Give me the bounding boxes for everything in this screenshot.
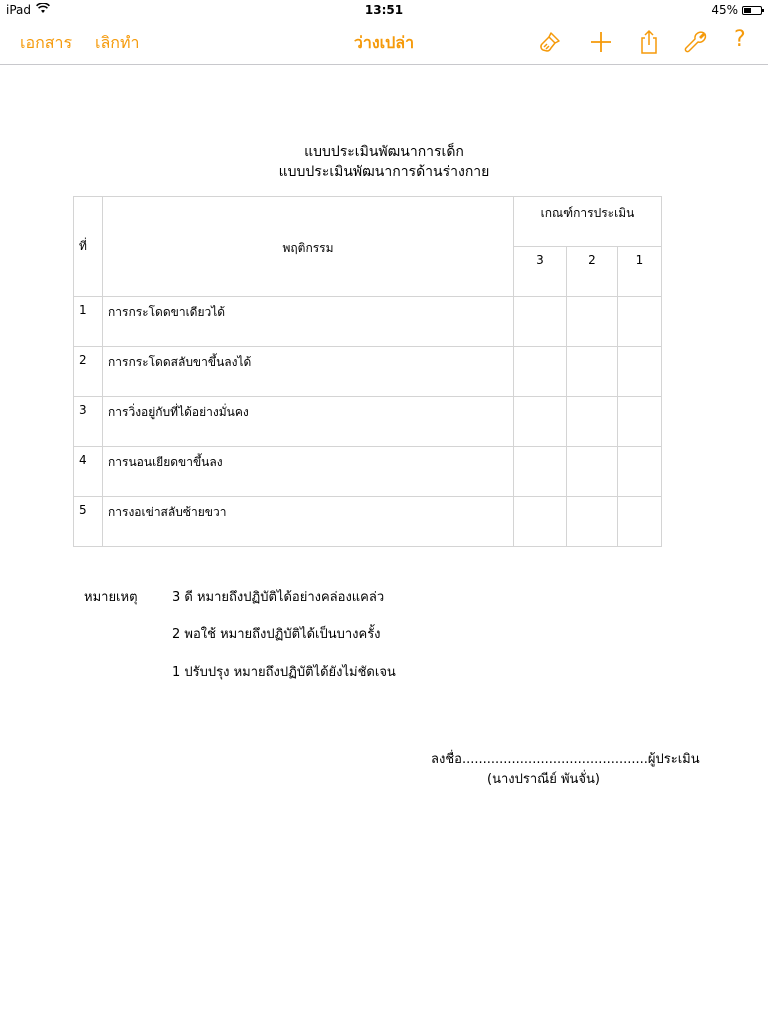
score-cell[interactable] — [567, 347, 618, 397]
row-number: 5 — [74, 497, 103, 547]
table-row — [74, 347, 662, 397]
score-cell[interactable] — [618, 497, 662, 547]
app-toolbar — [0, 20, 768, 65]
battery-icon — [742, 6, 762, 15]
note-label: หมายเหตุ — [84, 590, 138, 605]
device-label: iPad — [6, 3, 32, 17]
score-cell[interactable] — [567, 397, 618, 447]
help-icon[interactable]: ? — [734, 27, 746, 52]
note-line-good: 3 ดี หมายถึงปฏิบัติได้อย่างคล่องแคล่ว — [172, 590, 385, 605]
score-header-1: 1 — [618, 247, 662, 297]
share-icon[interactable] — [636, 29, 662, 55]
row-number: 1 — [74, 297, 103, 347]
note-line-fair: 2 พอใช้ หมายถึงปฏิบัติได้เป็นบางครั้ง — [172, 627, 381, 642]
score-header-2: 2 — [567, 247, 618, 297]
table-row — [74, 297, 662, 347]
battery-level — [744, 8, 751, 13]
status-time: 13:51 — [364, 3, 404, 17]
score-cell[interactable] — [567, 297, 618, 347]
score-cell[interactable] — [514, 397, 567, 447]
score-cell[interactable] — [514, 347, 567, 397]
row-behavior: การกระโดดสลับขาขึ้นลงได้ — [103, 347, 514, 397]
header-no: ที่ — [74, 197, 103, 297]
row-behavior: การงอเข่าสลับซ้ายขวา — [103, 497, 514, 547]
signature-line: ลงชื่อ.............................................ผู้ประเมิน — [431, 752, 700, 767]
add-icon[interactable] — [588, 29, 614, 55]
score-cell[interactable] — [618, 347, 662, 397]
row-behavior: การกระโดดขาเดียวได้ — [103, 297, 514, 347]
evaluator-name: (นางปราณีย์ พันจั่น) — [487, 772, 600, 787]
document-title[interactable]: ว่างเปล่า — [353, 33, 415, 52]
header-behavior: พฤติกรรม — [103, 197, 514, 297]
score-cell[interactable] — [567, 497, 618, 547]
row-behavior: การวิ่งอยู่กับที่ได้อย่างมั่นคง — [103, 397, 514, 447]
score-header-3: 3 — [514, 247, 567, 297]
table-row — [74, 447, 662, 497]
row-behavior: การนอนเยียดขาขึ้นลง — [103, 447, 514, 497]
note-line-improve: 1 ปรับปรุง หมายถึงปฏิบัติได้ยังไม่ชัดเจน — [172, 665, 396, 680]
score-cell[interactable] — [618, 397, 662, 447]
score-cell[interactable] — [618, 447, 662, 497]
status-bar — [0, 0, 768, 20]
undo-button[interactable]: เลิกทำ — [95, 33, 140, 52]
row-number: 2 — [74, 347, 103, 397]
score-cell[interactable] — [514, 447, 567, 497]
row-number: 4 — [74, 447, 103, 497]
score-cell[interactable] — [618, 297, 662, 347]
wrench-icon[interactable] — [683, 29, 709, 55]
doc-heading: แบบประเมินพัฒนาการเด็ก — [304, 144, 464, 160]
header-criteria: เกณฑ์การประเมิน — [514, 197, 662, 247]
paintbrush-icon[interactable] — [537, 29, 563, 55]
score-cell[interactable] — [567, 447, 618, 497]
table-row — [74, 497, 662, 547]
evaluation-table — [73, 196, 662, 547]
documents-button[interactable]: เอกสาร — [20, 33, 73, 52]
row-number: 3 — [74, 397, 103, 447]
battery-percent: 45% — [711, 3, 738, 17]
table-row — [74, 397, 662, 447]
score-cell[interactable] — [514, 297, 567, 347]
doc-subheading: แบบประเมินพัฒนาการด้านร่างกาย — [278, 164, 490, 180]
score-cell[interactable] — [514, 497, 567, 547]
